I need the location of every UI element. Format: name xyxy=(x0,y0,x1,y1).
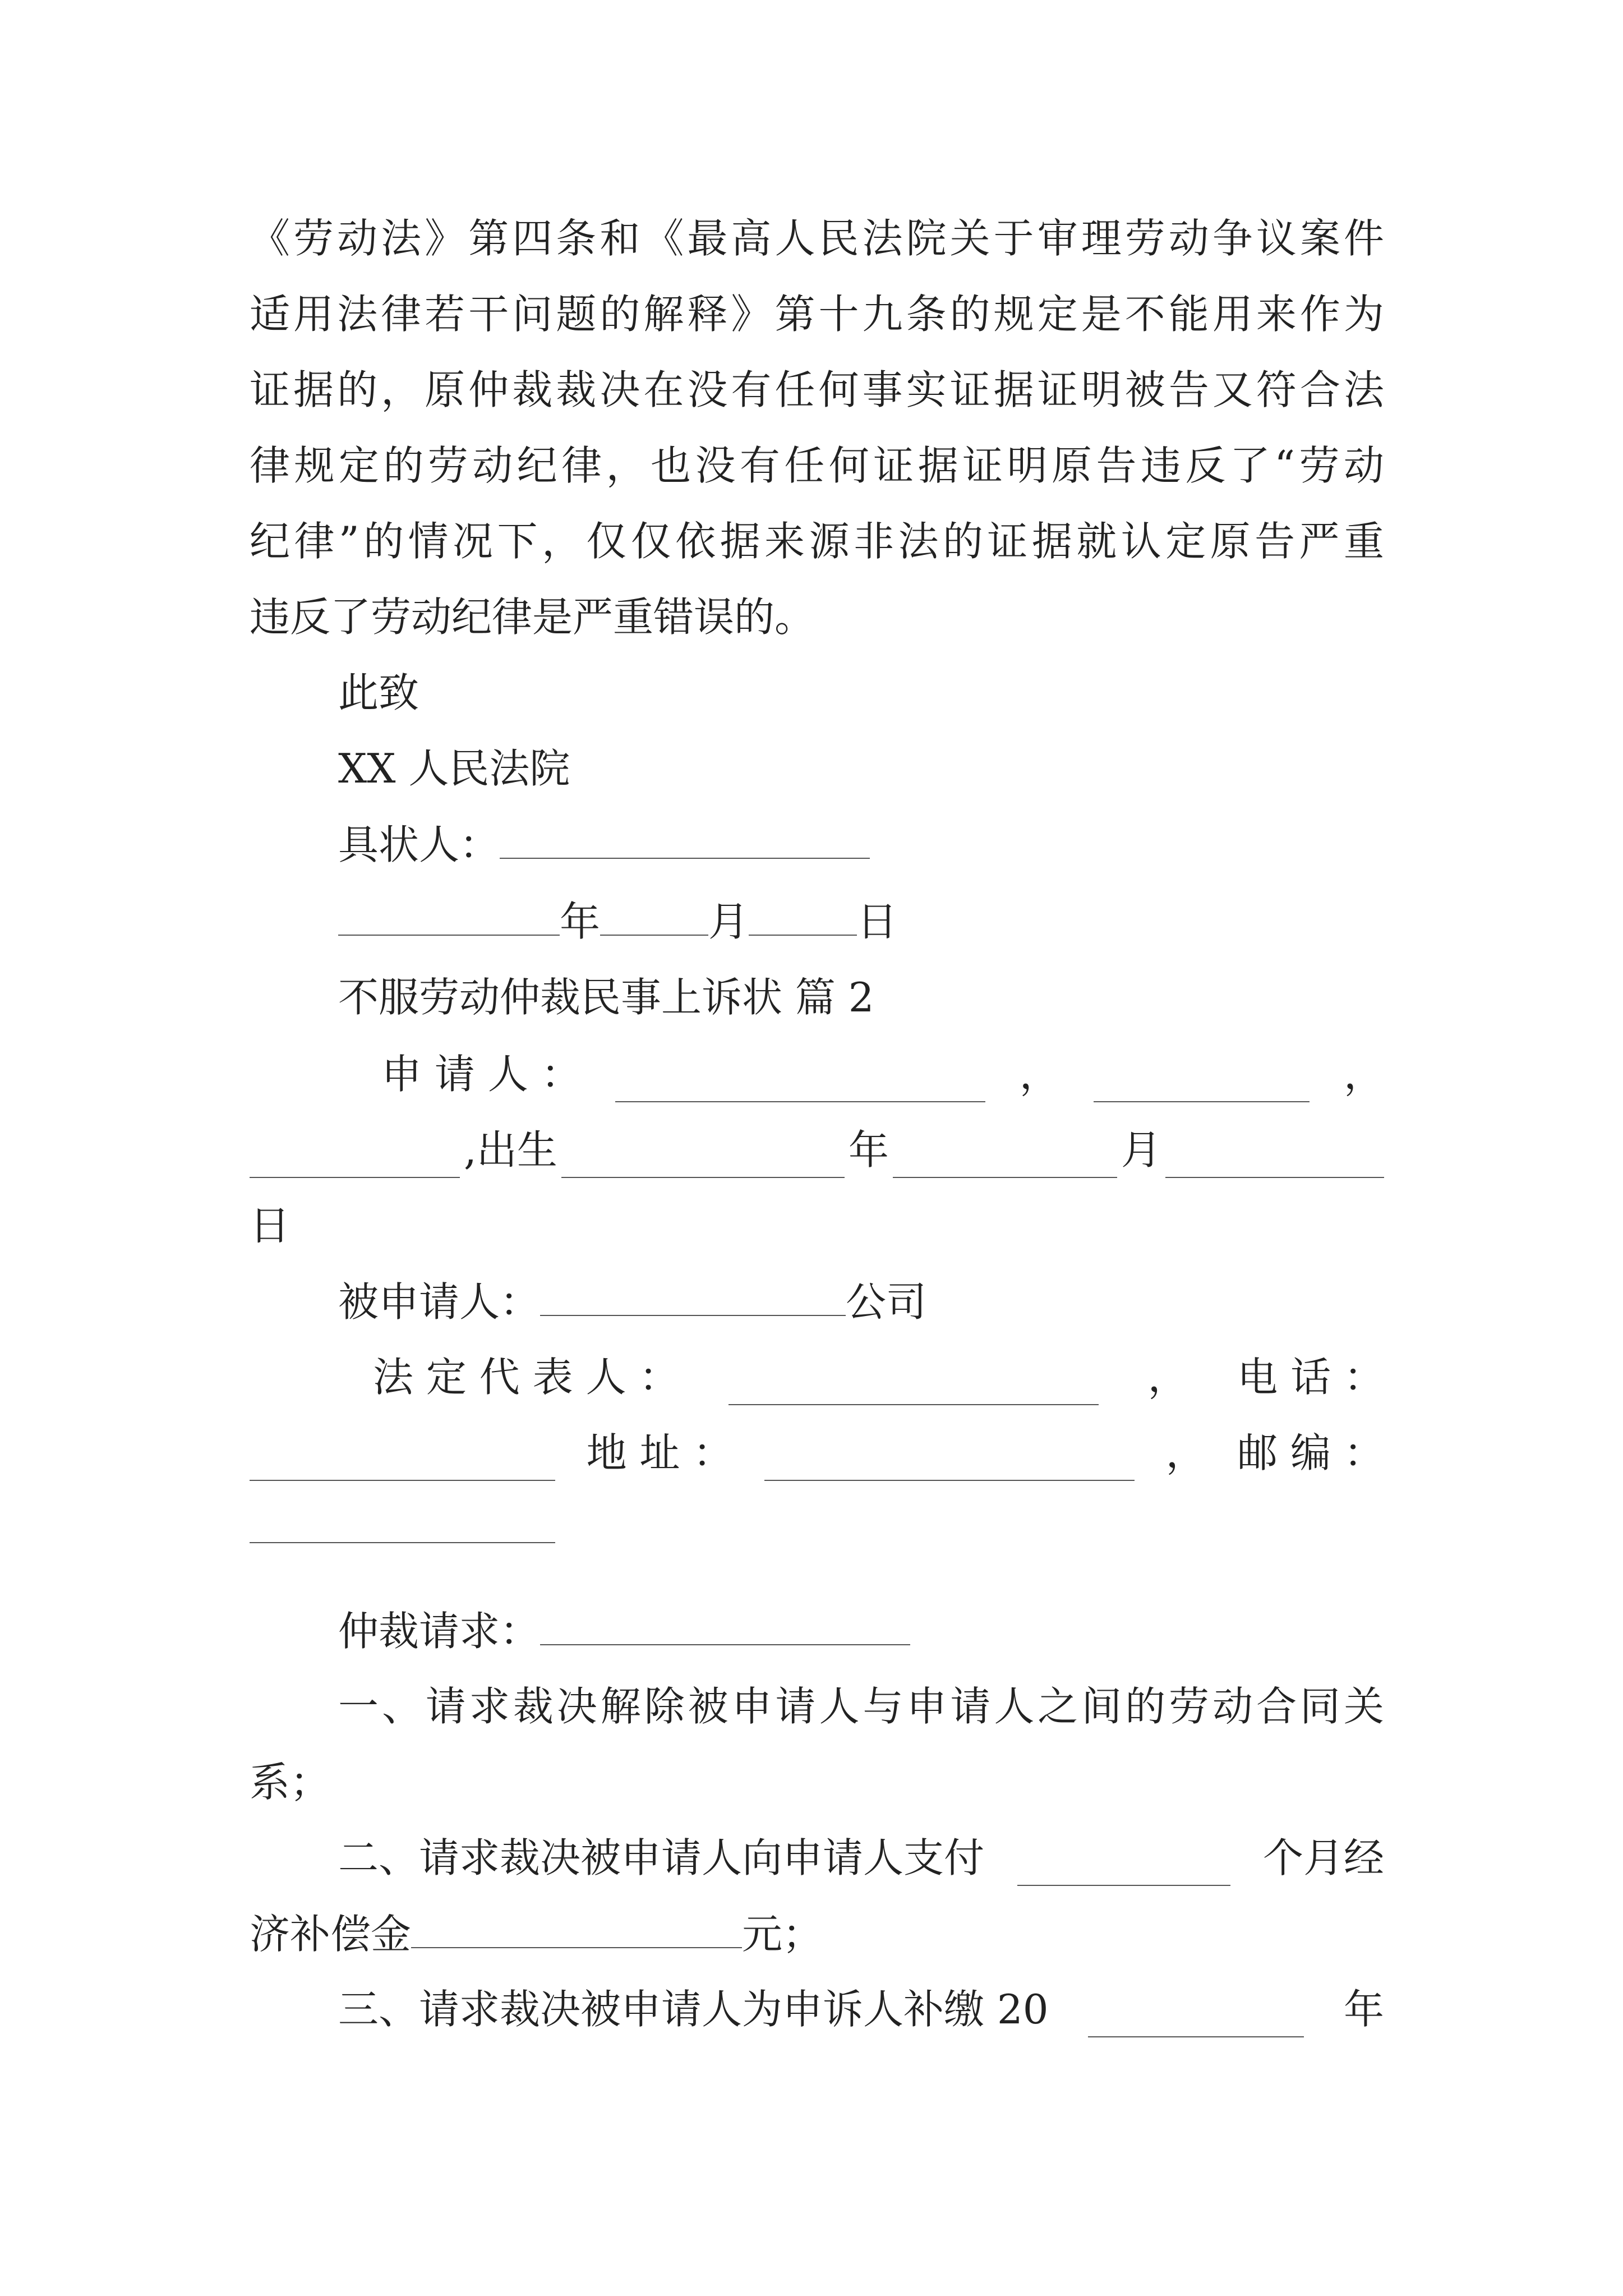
company-label: 公司 xyxy=(846,1278,927,1326)
claims-line xyxy=(338,1603,910,1659)
respondent-label: 被申请人： xyxy=(338,1278,541,1326)
month-label: 月 xyxy=(708,898,749,945)
body-text-line: 适用法律若干问题的解释》第十九条的规定是不能用来作为 xyxy=(250,291,1384,338)
year-label: 年 xyxy=(848,1126,889,1174)
section-title: 不服劳动仲裁民事上诉状 篇 2 xyxy=(338,974,874,1021)
day-blank xyxy=(749,893,857,936)
claim-1-line: 一、请求裁决解除被申请人与申请人之间的劳动合同关 xyxy=(338,1683,1384,1730)
birth-month-blank xyxy=(893,1135,1117,1178)
date-line xyxy=(338,893,897,950)
claim-2-line xyxy=(250,1830,1384,1886)
compensation-blank xyxy=(411,1906,742,1948)
salutation: 此致 xyxy=(338,669,419,716)
age-blank xyxy=(250,1135,460,1178)
body-text-line: 违反了劳动纪律是严重错误的。 xyxy=(250,593,815,641)
body-text-line: 证据的，原仲裁裁决在没有任何事实证据证明被告又符合法 xyxy=(250,366,1384,413)
claim-3-text: 三、请求裁决被申请人为申诉人补缴 20 xyxy=(338,1986,1049,2033)
court-name: XX 人民法院 xyxy=(338,745,570,792)
applicant-line xyxy=(250,1046,1384,1102)
claim-2-text: 济补偿金 xyxy=(250,1911,412,1958)
body-text-line: 律规定的劳动纪律，也没有任何证据证明原告违反了“劳动 xyxy=(250,442,1384,489)
claims-label: 仲裁请求： xyxy=(338,1608,541,1655)
months-blank xyxy=(1017,1843,1230,1886)
signer-blank xyxy=(500,816,870,859)
claim-2-text: 个月经 xyxy=(1262,1834,1384,1881)
year-blank xyxy=(338,893,560,936)
legal-rep-label: 法 定 代 表 人 ： xyxy=(373,1354,680,1401)
comma: ， xyxy=(1147,1354,1188,1401)
body-text-line: 纪律”的情况下，仅仅依据来源非法的证据就认定原告严重 xyxy=(250,518,1384,565)
claim-3-line xyxy=(250,1981,1384,2037)
claim-2-line xyxy=(250,1906,823,1962)
comma: ， xyxy=(1165,1429,1206,1476)
claim-1-line: 系； xyxy=(250,1759,331,1806)
postcode-line xyxy=(250,1501,555,1557)
claim-2-text: 二、请求裁决被申请人向申请人支付 xyxy=(338,1834,985,1881)
comma: ， xyxy=(1343,1051,1384,1098)
legal-rep-blank xyxy=(728,1363,1099,1405)
address-blank xyxy=(764,1438,1135,1481)
body-text-line: 《劳动法》第四条和《最高人民法院关于审理劳动争议案件 xyxy=(250,215,1384,262)
address-label: 地 址 ： xyxy=(586,1429,734,1476)
respondent-line xyxy=(338,1273,926,1330)
address-line xyxy=(250,1425,1384,1481)
year-blank xyxy=(1088,1995,1304,2037)
claims-blank xyxy=(540,1603,910,1645)
phone-label: 电 话 ： xyxy=(1237,1354,1384,1401)
claim-3-text: 年 xyxy=(1343,1986,1384,2033)
birth-year-blank xyxy=(561,1135,845,1178)
birth-day-blank xyxy=(1165,1135,1384,1178)
signer-line xyxy=(338,816,870,873)
birth-line xyxy=(250,1122,1384,1178)
claim-2-text: 元； xyxy=(742,1911,823,1958)
postcode-label: 邮 编 ： xyxy=(1237,1429,1384,1476)
birth-label: ,出生 xyxy=(464,1126,557,1174)
month-blank xyxy=(600,893,708,936)
year-label: 年 xyxy=(560,898,601,945)
postcode-blank xyxy=(250,1501,555,1543)
applicant-gender-blank xyxy=(1094,1060,1310,1102)
applicant-label: 申 请 人 ： xyxy=(381,1051,582,1098)
phone-blank xyxy=(250,1438,555,1481)
signer-label: 具状人： xyxy=(338,821,500,868)
applicant-name-blank xyxy=(615,1060,985,1102)
day-label: 日 xyxy=(857,898,898,945)
legal-rep-line xyxy=(250,1349,1384,1405)
comma: ， xyxy=(1019,1051,1060,1098)
day-label: 日 xyxy=(250,1202,291,1249)
respondent-blank xyxy=(540,1273,846,1316)
month-label: 月 xyxy=(1121,1126,1161,1174)
